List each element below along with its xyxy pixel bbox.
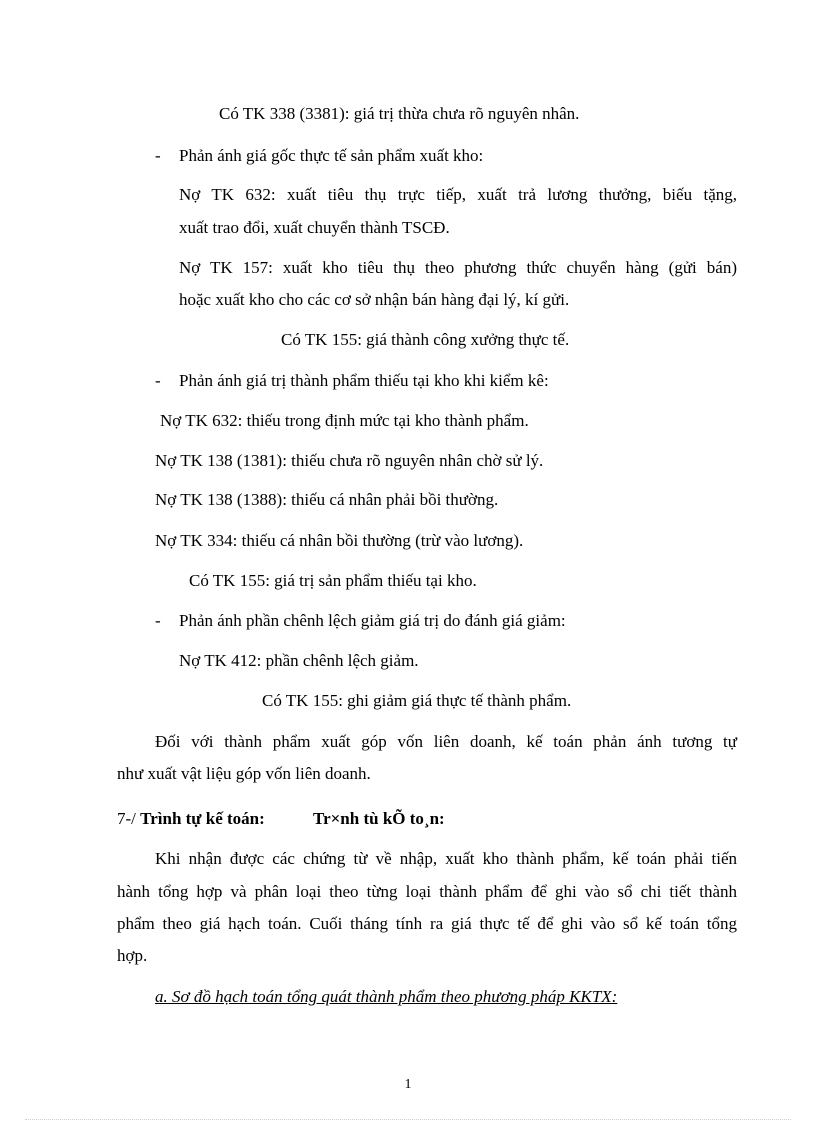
text-line-debit-334: Nợ TK 334: thiếu cá nhân bồi thường (trừ vào lương).	[155, 531, 524, 550]
section-heading-7	[117, 808, 265, 830]
text-line-debit-412: Nợ TK 412: phần chênh lệch giảm.	[179, 651, 419, 670]
text-line-credit-155-revaluation: Có TK 155: ghi giảm giá thực tế thành phẩm.	[262, 691, 572, 710]
text-line-credit-155-shortage: Có TK 155: giá trị sản phẩm thiếu tại kho.	[189, 571, 477, 590]
bullet-dash: -	[155, 146, 161, 165]
paragraph-procedure-d: hợp.	[117, 946, 148, 965]
text-line-credit-155-cost: Có TK 155: giá thành công xưởng thực tế.	[281, 330, 570, 349]
paragraph-procedure-a: Khi nhận được các chứng từ về nhập, xuất kho thành phẩm, kế toán phải tiến	[155, 849, 737, 868]
section-title-garbled: Tr×nh tù kÕ to¸n:	[313, 809, 445, 828]
page-bottom-divider	[25, 1119, 791, 1120]
bullet-dash: -	[155, 371, 161, 390]
text-line-debit-1381: Nợ TK 138 (1381): thiếu chưa rõ nguyên nhân chờ sử lý.	[155, 451, 544, 470]
text-line-credit-338: Có TK 338 (3381): giá trị thừa chưa rõ nguyên nhân.	[219, 104, 580, 123]
paragraph-procedure-c: phẩm theo giá hạch toán. Cuối tháng tính ra giá thực tế để ghi vào sổ kế toán tổng	[117, 914, 737, 933]
text-line-debit-632-b: xuất trao đổi, xuất chuyển thành TSCĐ.	[179, 218, 450, 237]
bullet-item-shortage: Phản ánh giá trị thành phẩm thiếu tại kho khi kiểm kê:	[179, 371, 549, 390]
text-line-debit-632-shortage: Nợ TK 632: thiếu trong định mức tại kho thành phẩm.	[160, 411, 529, 430]
text-line-debit-157-a: Nợ TK 157: xuất kho tiêu thụ theo phương thức chuyển hàng (gửi bán)	[179, 258, 737, 277]
bullet-dash: -	[155, 611, 161, 630]
section-title: Trình tự kế toán:	[140, 809, 265, 828]
page-number: 1	[404, 1077, 412, 1092]
text-line-debit-157-b: hoặc xuất kho cho các cơ sở nhận bán hàng đại lý, kí gửi.	[179, 290, 570, 309]
bullet-item-revaluation: Phản ánh phần chênh lệch giảm giá trị do đánh giá giảm:	[179, 611, 566, 630]
paragraph-joint-venture-b: như xuất vật liệu góp vốn liên doanh.	[117, 764, 371, 783]
paragraph-joint-venture-a: Đối với thành phẩm xuất góp vốn liên doanh, kế toán phản ánh tương tự	[155, 732, 737, 751]
subsection-heading-a: a. Sơ đồ hạch toán tổng quát thành phẩm theo phương pháp KKTX:	[155, 987, 618, 1006]
text-line-debit-1388: Nợ TK 138 (1388): thiếu cá nhân phải bồi thường.	[155, 490, 499, 509]
section-number: 7-/	[117, 809, 136, 828]
paragraph-procedure-b: hành tổng hợp và phân loại theo từng loại thành phẩm để ghi vào sổ chi tiết thành	[117, 882, 737, 901]
bullet-item-cost-of-goods: Phản ánh giá gốc thực tế sản phẩm xuất kho:	[179, 146, 484, 165]
text-line-debit-632-a: Nợ TK 632: xuất tiêu thụ trực tiếp, xuất trả lương thưởng, biếu tặng,	[179, 185, 737, 204]
